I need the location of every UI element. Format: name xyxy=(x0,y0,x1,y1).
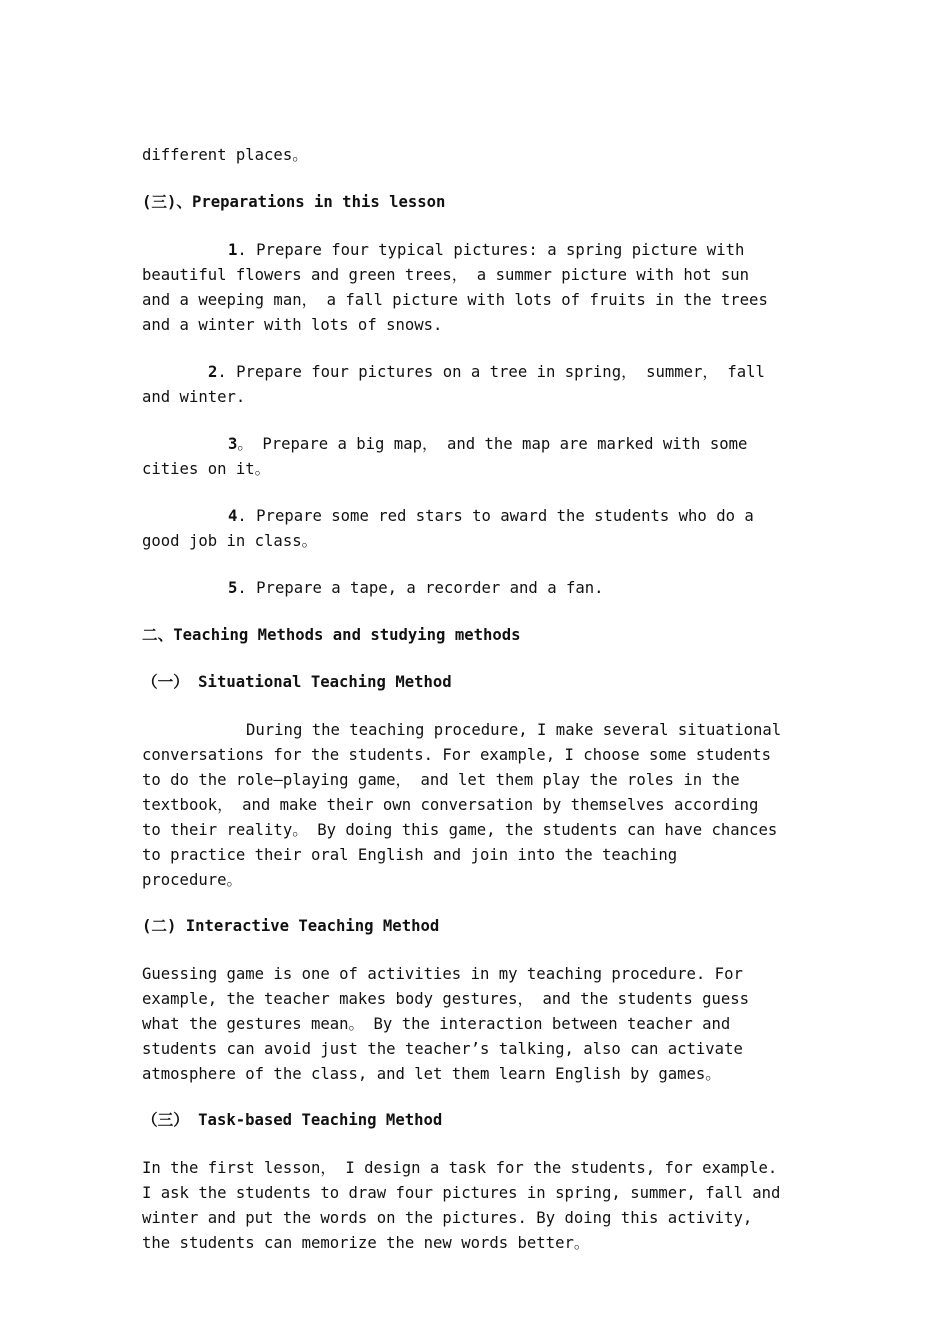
methods-heading: 二、Teaching Methods and studying methods xyxy=(142,626,521,644)
intro-tail-text: different places。 xyxy=(142,146,308,164)
item-line: 。 Prepare a big map， and the map are marked with some xyxy=(237,435,748,453)
item-line: . Prepare some red stars to award the students who do a xyxy=(237,507,754,525)
section-heading: （一） Situational Teaching Method xyxy=(142,673,452,691)
section-line: winter and put the words on the pictures. By doing this activity, xyxy=(142,1209,753,1227)
item-line: beautiful flowers and green trees， a summer picture with hot sun xyxy=(142,266,750,284)
section-line: to their reality。 By doing this game, the students can have chances xyxy=(142,821,778,839)
section-line: the students can memorize the new words better。 xyxy=(142,1234,590,1252)
item-line: and a weeping man， a fall picture with lots of fruits in the trees xyxy=(142,291,768,309)
section-line: example, the teacher makes body gestures， and the students guess xyxy=(142,990,750,1008)
item-number: 3 xyxy=(228,435,238,453)
section-line: I ask the students to draw four pictures in spring, summer, fall and xyxy=(142,1184,781,1202)
section-line: In the first lesson， I design a task for the students, for example. xyxy=(142,1159,778,1177)
preparations-heading: (三)、Preparations in this lesson xyxy=(142,193,446,211)
item-number: 5 xyxy=(228,579,238,597)
item-line: and a winter with lots of snows. xyxy=(142,316,443,334)
section-line: to do the role—playing game， and let them play the roles in the xyxy=(142,771,740,789)
section-line: what the gestures mean。 By the interaction between teacher and xyxy=(142,1015,731,1033)
section-line: to practice their oral English and join into the teaching xyxy=(142,846,678,864)
section-line: textbook， and make their own conversation by themselves according xyxy=(142,796,759,814)
item-number: 1 xyxy=(228,241,238,259)
section-line: atmosphere of the class, and let them learn English by games。 xyxy=(142,1065,721,1083)
item-line: good job in class。 xyxy=(142,532,318,550)
item-line: . Prepare a tape, a recorder and a fan. xyxy=(237,579,604,597)
section-line: During the teaching procedure, I make several situational xyxy=(246,721,782,739)
section-heading: （三） Task-based Teaching Method xyxy=(142,1111,443,1129)
section-line: Guessing game is one of activities in my teaching procedure. For xyxy=(142,965,743,983)
section-line: conversations for the students. For example, I choose some students xyxy=(142,746,772,764)
section-line: procedure。 xyxy=(142,871,243,889)
item-line: cities on it。 xyxy=(142,460,271,478)
item-line: . Prepare four pictures on a tree in spring， summer， fall xyxy=(217,363,765,381)
item-number: 4 xyxy=(228,507,238,525)
item-line: . Prepare four typical pictures: a spring picture with xyxy=(237,241,745,259)
section-heading: (二) Interactive Teaching Method xyxy=(142,917,440,935)
item-number: 2 xyxy=(208,363,218,381)
item-line: and winter. xyxy=(142,388,246,406)
section-line: students can avoid just the teacher’s talking, also can activate xyxy=(142,1040,743,1058)
